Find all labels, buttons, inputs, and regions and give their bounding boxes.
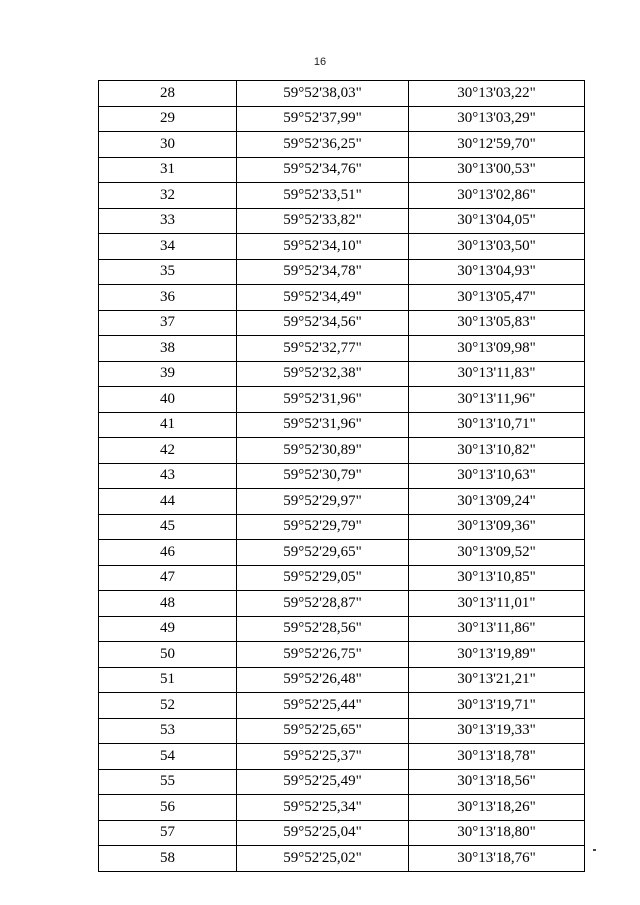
longitude-cell: 30°13'11,86"	[409, 616, 585, 642]
longitude-cell: 30°13'09,98"	[409, 336, 585, 362]
longitude-cell: 30°13'04,05"	[409, 208, 585, 234]
table-row	[99, 438, 585, 464]
point-number-cell: 55	[99, 769, 237, 795]
latitude-cell: 59°52'25,34"	[237, 795, 409, 821]
longitude-cell: 30°13'05,47"	[409, 285, 585, 311]
table-row	[99, 81, 585, 107]
table-row	[99, 106, 585, 132]
table-row	[99, 285, 585, 311]
longitude-cell: 30°13'18,26"	[409, 795, 585, 821]
table-row	[99, 208, 585, 234]
latitude-cell: 59°52'34,49"	[237, 285, 409, 311]
latitude-cell: 59°52'29,97"	[237, 489, 409, 515]
longitude-cell: 30°13'10,71"	[409, 412, 585, 438]
longitude-cell: 30°13'00,53"	[409, 157, 585, 183]
latitude-cell: 59°52'31,96"	[237, 387, 409, 413]
longitude-cell: 30°13'02,86"	[409, 183, 585, 209]
latitude-cell: 59°52'34,78"	[237, 259, 409, 285]
point-number-cell: 37	[99, 310, 237, 336]
table-row	[99, 820, 585, 846]
point-number-cell: 51	[99, 667, 237, 693]
table-row	[99, 157, 585, 183]
latitude-cell: 59°52'25,02"	[237, 846, 409, 872]
table-row	[99, 846, 585, 872]
table-row	[99, 616, 585, 642]
table-row	[99, 412, 585, 438]
table-row	[99, 489, 585, 515]
latitude-cell: 59°52'25,65"	[237, 718, 409, 744]
longitude-cell: 30°13'10,82"	[409, 438, 585, 464]
point-number-cell: 38	[99, 336, 237, 362]
point-number-cell: 30	[99, 132, 237, 158]
point-number-cell: 47	[99, 565, 237, 591]
table-row	[99, 259, 585, 285]
point-number-cell: 45	[99, 514, 237, 540]
longitude-cell: 30°13'09,52"	[409, 540, 585, 566]
table-row	[99, 769, 585, 795]
latitude-cell: 59°52'38,03"	[237, 81, 409, 107]
point-number-cell: 35	[99, 259, 237, 285]
point-number-cell: 48	[99, 591, 237, 617]
longitude-cell: 30°13'09,36"	[409, 514, 585, 540]
latitude-cell: 59°52'32,38"	[237, 361, 409, 387]
point-number-cell: 32	[99, 183, 237, 209]
latitude-cell: 59°52'26,48"	[237, 667, 409, 693]
longitude-cell: 30°13'21,21"	[409, 667, 585, 693]
table-row	[99, 514, 585, 540]
table-row	[99, 336, 585, 362]
table-row	[99, 361, 585, 387]
table-row	[99, 540, 585, 566]
table-row	[99, 693, 585, 719]
latitude-cell: 59°52'32,77"	[237, 336, 409, 362]
latitude-cell: 59°52'25,44"	[237, 693, 409, 719]
table-row	[99, 642, 585, 668]
point-number-cell: 39	[99, 361, 237, 387]
table-row	[99, 183, 585, 209]
latitude-cell: 59°52'26,75"	[237, 642, 409, 668]
longitude-cell: 30°13'10,63"	[409, 463, 585, 489]
point-number-cell: 46	[99, 540, 237, 566]
point-number-cell: 31	[99, 157, 237, 183]
longitude-cell: 30°13'11,96"	[409, 387, 585, 413]
longitude-cell: 30°13'09,24"	[409, 489, 585, 515]
latitude-cell: 59°52'37,99"	[237, 106, 409, 132]
latitude-cell: 59°52'30,79"	[237, 463, 409, 489]
latitude-cell: 59°52'33,82"	[237, 208, 409, 234]
point-number-cell: 28	[99, 81, 237, 107]
longitude-cell: 30°13'03,22"	[409, 81, 585, 107]
scan-speck	[593, 849, 596, 851]
latitude-cell: 59°52'31,96"	[237, 412, 409, 438]
table-row	[99, 565, 585, 591]
point-number-cell: 44	[99, 489, 237, 515]
table-row	[99, 667, 585, 693]
latitude-cell: 59°52'28,56"	[237, 616, 409, 642]
point-number-cell: 52	[99, 693, 237, 719]
longitude-cell: 30°13'19,33"	[409, 718, 585, 744]
point-number-cell: 53	[99, 718, 237, 744]
longitude-cell: 30°13'18,80"	[409, 820, 585, 846]
coordinates-table-body	[99, 81, 585, 872]
latitude-cell: 59°52'34,56"	[237, 310, 409, 336]
table-row	[99, 310, 585, 336]
point-number-cell: 29	[99, 106, 237, 132]
point-number-cell: 50	[99, 642, 237, 668]
point-number-cell: 56	[99, 795, 237, 821]
point-number-cell: 43	[99, 463, 237, 489]
longitude-cell: 30°12'59,70"	[409, 132, 585, 158]
latitude-cell: 59°52'29,65"	[237, 540, 409, 566]
longitude-cell: 30°13'03,29"	[409, 106, 585, 132]
longitude-cell: 30°13'19,89"	[409, 642, 585, 668]
coordinates-table	[98, 80, 585, 872]
point-number-cell: 41	[99, 412, 237, 438]
latitude-cell: 59°52'34,10"	[237, 234, 409, 260]
latitude-cell: 59°52'36,25"	[237, 132, 409, 158]
point-number-cell: 34	[99, 234, 237, 260]
latitude-cell: 59°52'34,76"	[237, 157, 409, 183]
latitude-cell: 59°52'25,04"	[237, 820, 409, 846]
table-row	[99, 463, 585, 489]
longitude-cell: 30°13'19,71"	[409, 693, 585, 719]
point-number-cell: 49	[99, 616, 237, 642]
table-row	[99, 744, 585, 770]
point-number-cell: 57	[99, 820, 237, 846]
longitude-cell: 30°13'11,01"	[409, 591, 585, 617]
point-number-cell: 33	[99, 208, 237, 234]
table-row	[99, 718, 585, 744]
table-row	[99, 234, 585, 260]
page-number: 16	[313, 56, 327, 68]
latitude-cell: 59°52'25,37"	[237, 744, 409, 770]
latitude-cell: 59°52'28,87"	[237, 591, 409, 617]
latitude-cell: 59°52'29,79"	[237, 514, 409, 540]
longitude-cell: 30°13'10,85"	[409, 565, 585, 591]
longitude-cell: 30°13'04,93"	[409, 259, 585, 285]
latitude-cell: 59°52'29,05"	[237, 565, 409, 591]
point-number-cell: 58	[99, 846, 237, 872]
point-number-cell: 42	[99, 438, 237, 464]
table-row	[99, 387, 585, 413]
point-number-cell: 54	[99, 744, 237, 770]
latitude-cell: 59°52'30,89"	[237, 438, 409, 464]
point-number-cell: 36	[99, 285, 237, 311]
latitude-cell: 59°52'25,49"	[237, 769, 409, 795]
latitude-cell: 59°52'33,51"	[237, 183, 409, 209]
longitude-cell: 30°13'18,78"	[409, 744, 585, 770]
longitude-cell: 30°13'03,50"	[409, 234, 585, 260]
point-number-cell: 40	[99, 387, 237, 413]
table-row	[99, 132, 585, 158]
longitude-cell: 30°13'18,76"	[409, 846, 585, 872]
longitude-cell: 30°13'05,83"	[409, 310, 585, 336]
longitude-cell: 30°13'18,56"	[409, 769, 585, 795]
table-row	[99, 591, 585, 617]
table-row	[99, 795, 585, 821]
longitude-cell: 30°13'11,83"	[409, 361, 585, 387]
